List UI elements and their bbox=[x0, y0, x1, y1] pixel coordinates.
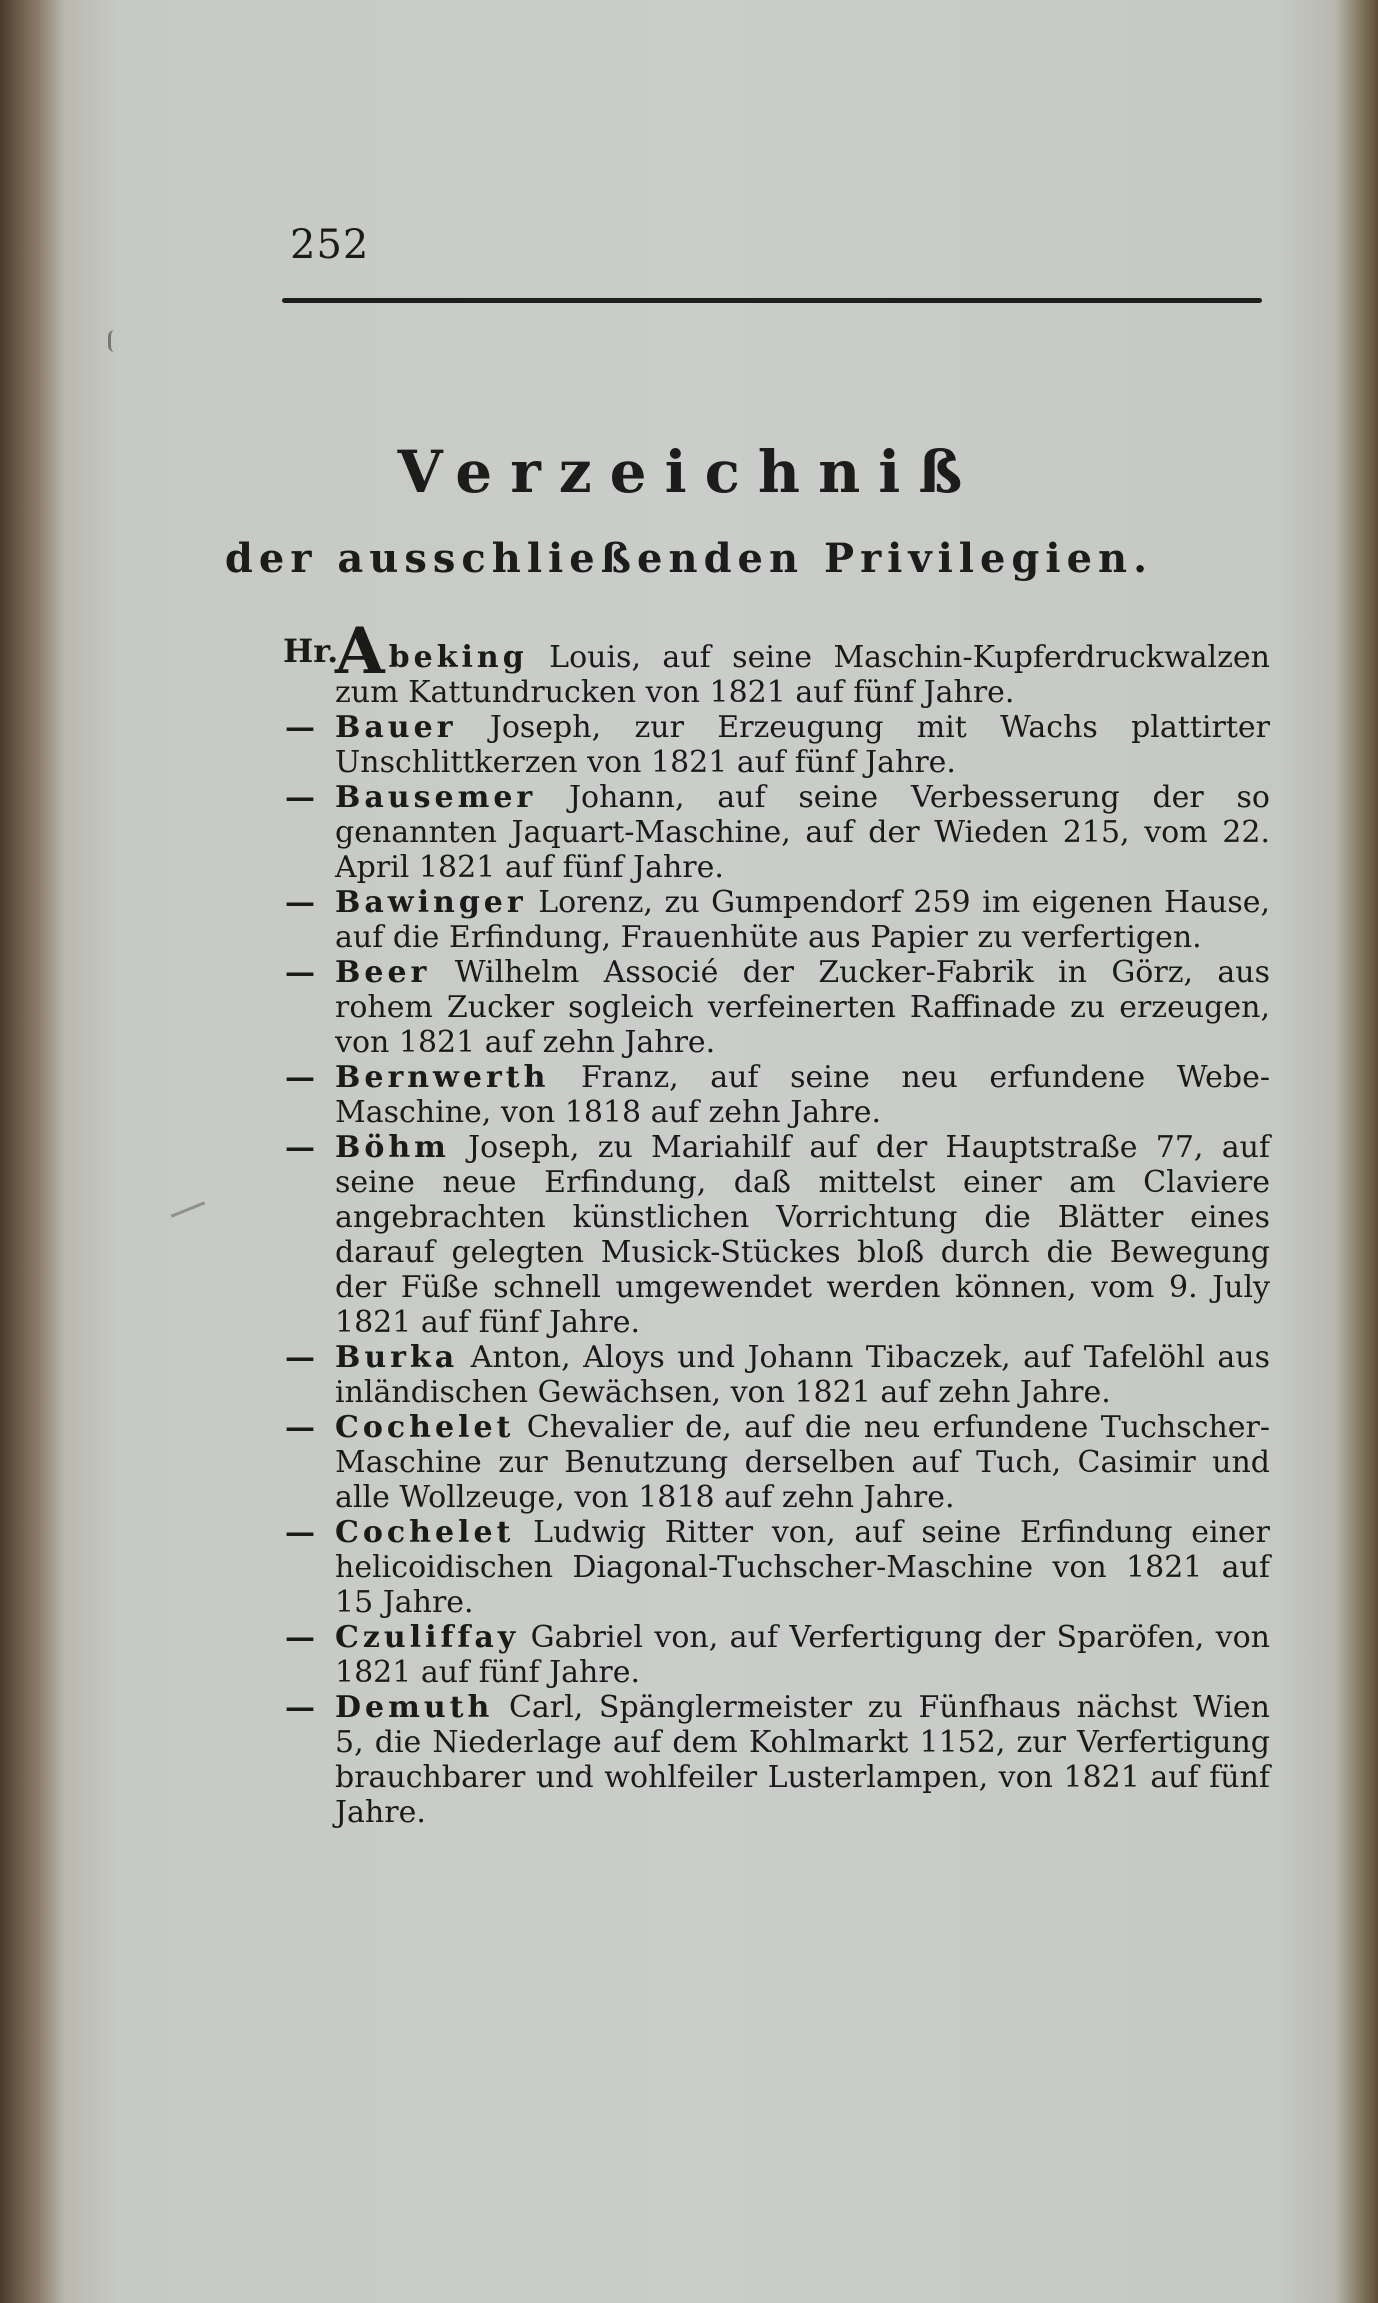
entry-lead: Hr. bbox=[283, 632, 339, 670]
entry-name: Beer bbox=[335, 955, 431, 990]
list-item bbox=[285, 955, 1270, 1060]
entry-lead: — bbox=[285, 955, 315, 990]
entry-name: Bausemer bbox=[335, 780, 537, 815]
entry-text: Joseph, zur Erzeugung mit Wachs plattirter Unschlittkerzen von 1821 auf fünf Jahre. bbox=[335, 710, 1270, 780]
list-item bbox=[285, 1060, 1270, 1130]
page-number: 252 bbox=[290, 222, 370, 268]
entry-lead: — bbox=[285, 1340, 315, 1375]
entry-text: Lorenz, zu Gumpendorf 259 im eigenen Hause, auf die Erfindung, Frauenhüte aus Papier zu verfertigen. bbox=[335, 885, 1270, 955]
entry-lead: — bbox=[285, 1130, 315, 1165]
entry-lead: — bbox=[285, 780, 315, 815]
entry-name bbox=[335, 614, 528, 689]
entry-lead: — bbox=[285, 710, 315, 745]
entry-name: Bernwerth bbox=[335, 1060, 550, 1095]
list-item bbox=[285, 1340, 1270, 1410]
list-item bbox=[285, 780, 1270, 885]
entry-text: Franz, auf seine neu erfundene Webe-Maschine, von 1818 auf zehn Jahre. bbox=[335, 1060, 1270, 1130]
entry-name: Cochelet bbox=[335, 1410, 515, 1445]
stray-mark bbox=[108, 330, 121, 352]
entry-text: Gabriel von, auf Verfertigung der Sparöfen, von 1821 auf fünf Jahre. bbox=[335, 1620, 1270, 1690]
list-item bbox=[283, 614, 1270, 710]
list-item bbox=[285, 1410, 1270, 1515]
entry-name: Burka bbox=[335, 1340, 459, 1375]
entry-lead: — bbox=[285, 1620, 315, 1655]
entry-name: Bawinger bbox=[335, 885, 527, 920]
page-subtitle: der ausschließenden Privilegien. bbox=[224, 535, 1154, 582]
list-item bbox=[285, 710, 1270, 780]
entry-lead: — bbox=[285, 1060, 315, 1095]
page-title: Verzeichniß bbox=[397, 438, 981, 506]
entry-text: Chevalier de, auf die neu erfundene Tuchscher-Maschine zur Benutzung derselben auf Tuch, Casimir und alle Wollzeuge, von 1818 auf zehn Jahre. bbox=[335, 1410, 1270, 1515]
entry-text: Ludwig Ritter von, auf seine Erfindung einer helicoidischen Diagonal-Tuchscher-Maschine von 1821 auf 15 Jahre. bbox=[335, 1515, 1270, 1620]
privilege-list bbox=[283, 614, 1270, 1830]
list-item bbox=[285, 885, 1270, 955]
entry-text: Anton, Aloys und Johann Tibaczek, auf Tafelöhl aus inländischen Gewächsen, von 1821 auf zehn Jahre. bbox=[335, 1340, 1270, 1410]
entry-text: Joseph, zu Mariahilf auf der Hauptstraße 77, auf seine neue Erfindung, daß mittelst einer am Claviere angebrachten künstlichen Vorrichtung die Blätter eines darauf gelegten Musick-Stückes bloß durch die Bewegung der Füße schnell umgewendet werden können, vom 9. July 1821 auf fünf Jahre. bbox=[335, 1130, 1270, 1340]
entry-name: Böhm bbox=[335, 1130, 450, 1165]
entry-name-rest: beking bbox=[388, 640, 528, 675]
entry-name: Demuth bbox=[335, 1690, 494, 1725]
entry-text: Wilhelm Associé der Zucker-Fabrik in Görz, aus rohem Zucker sogleich verfeinerten Raffinade zu erzeugen, von 1821 auf zehn Jahre. bbox=[335, 955, 1270, 1060]
entry-text: Johann, auf seine Verbesserung der so genannten Jaquart-Maschine, auf der Wieden 215, vom 22. April 1821 auf fünf Jahre. bbox=[335, 780, 1270, 885]
list-item bbox=[285, 1130, 1270, 1340]
entry-lead: — bbox=[285, 1515, 315, 1550]
list-item bbox=[285, 1620, 1270, 1690]
entry-lead: — bbox=[285, 1410, 315, 1445]
entry-name: Bauer bbox=[335, 710, 457, 745]
entry-text: Louis, auf seine Maschin-Kupferdruckwalzen zum Kattundrucken von 1821 auf fünf Jahre. bbox=[335, 640, 1270, 710]
entry-name: Czuliffay bbox=[335, 1620, 520, 1655]
list-item bbox=[285, 1690, 1270, 1830]
entry-name: Cochelet bbox=[335, 1515, 515, 1550]
header-rule bbox=[282, 298, 1262, 303]
list-item bbox=[285, 1515, 1270, 1620]
entry-lead: — bbox=[285, 885, 315, 920]
entry-initial: A bbox=[335, 614, 389, 689]
entry-lead: — bbox=[285, 1690, 315, 1725]
entry-text: Carl, Spänglermeister zu Fünfhaus nächst Wien 5, die Niederlage auf dem Kohlmarkt 1152, zur Verfertigung brauchbarer und wohlfeiler Lusterlampen, von 1821 auf fünf Jahre. bbox=[335, 1690, 1270, 1830]
pencil-mark bbox=[171, 1201, 206, 1217]
